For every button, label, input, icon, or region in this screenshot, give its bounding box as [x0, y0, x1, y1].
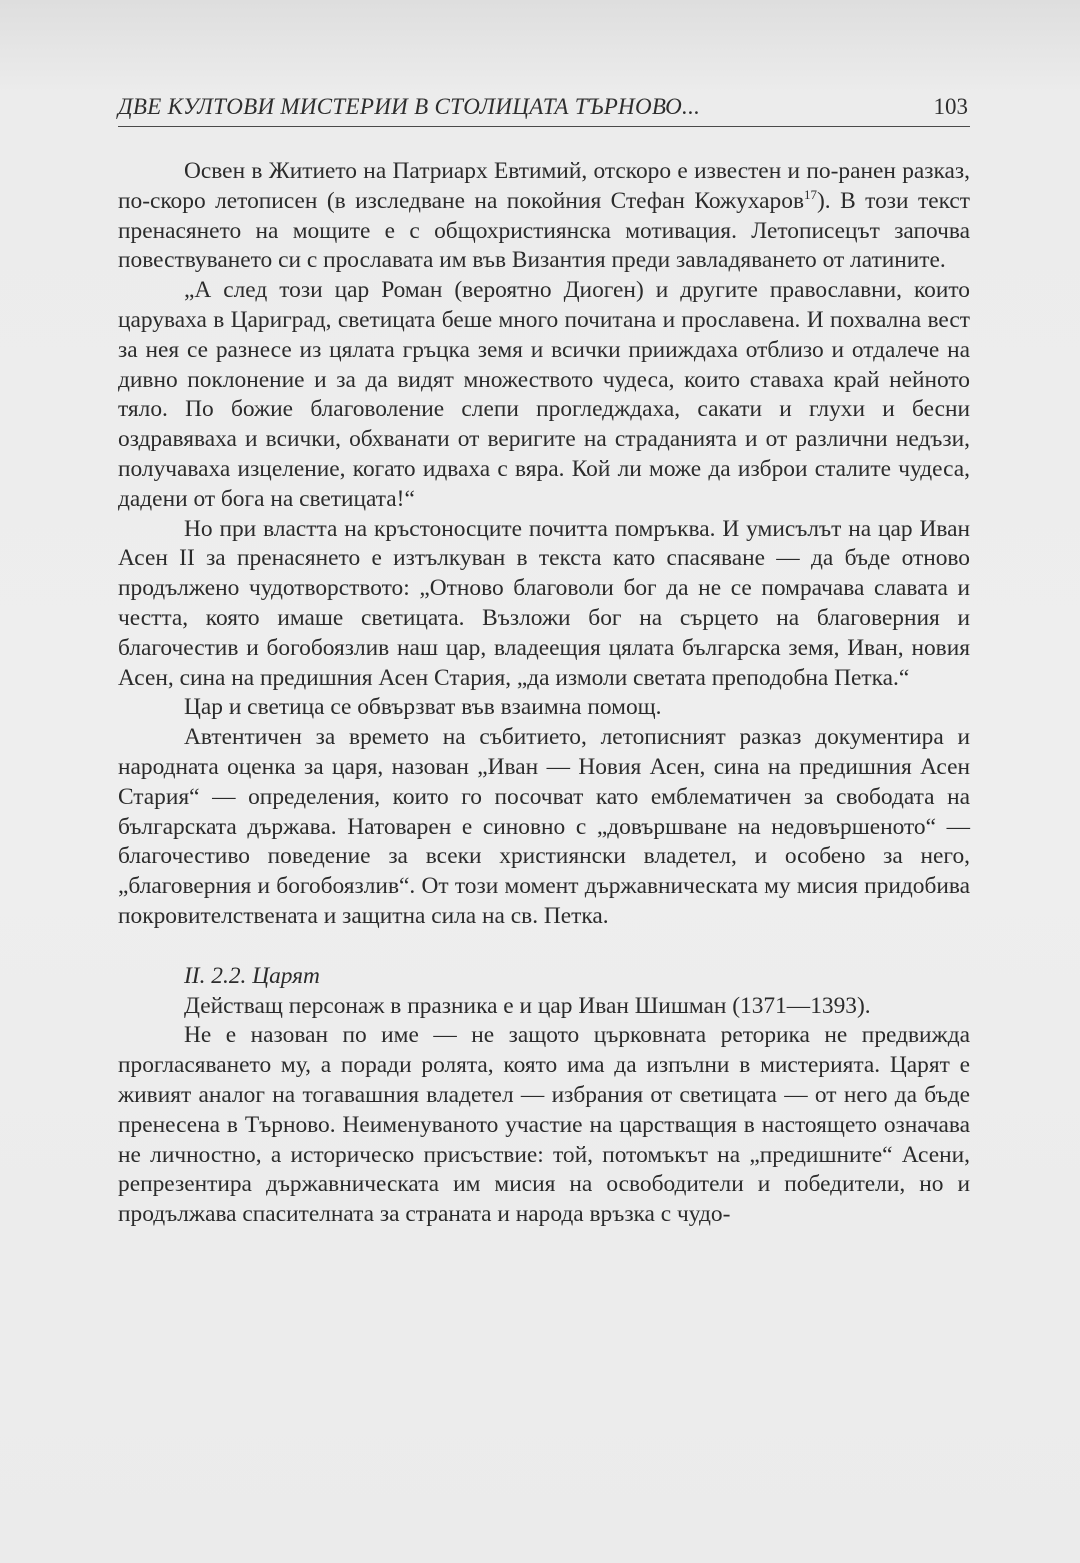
paragraph-2-quote: „А след този цар Роман (вероятно Диоген) и другите православни, които царуваха в Цариград, светицата беше много почитана и прославена. И похвална вест за нея се разнесе из цялата гръцка земя и всички прииждаха отблизо и отдалече на дивно поклонение и за да видят множеството чудеса, които ставаха край нейното тяло. По божие благоволение слепи прогледждаха, сакати и глухи и бесни оздравяваха и всички, обхванати от веригите на страданията и от различни недъзи, получаваха изцеление, когато идваха с вяра. Кой ли може да изброи сталите чудеса, дадени от бога на светицата!“	[118, 277, 970, 512]
paragraph-6: Действащ персонаж в празника е и цар Иван Шишман (1371—1393).	[184, 992, 871, 1019]
paragraph-1-text-b: ). В този текст пренасянето на мощите е с общохристиянска мотивация. Летописецът започва повествуването си с прославата им във Византия преди завладяването от латините.	[118, 187, 971, 274]
page-header	[118, 92, 970, 132]
page-body	[118, 157, 970, 1230]
page-number: 103	[933, 94, 968, 119]
section-heading: II. 2.2. Царят	[184, 962, 320, 989]
paragraph-3: Но при властта на кръстоносците почитта помръква. И умисълът на цар Иван Асен II за пренасянето е изтълкуван в текста като спасяване — да бъде отново продължено чудотворството: „Отново благоволи бог да не се помрачава славата и честта, която имаше светицата. Възложи бог на сърцето на благоверния и благочестив и богобоязлив наш цар, владеещия цялата българска земя, Иван, новия Асен, сина на предишния Асен Стария, „да измоли светата преподобна Петка.“	[118, 515, 970, 691]
paragraph-4: Цар и светица се обвързват във взаимна помощ.	[184, 694, 662, 721]
running-title: ДВЕ КУЛТОВИ МИСТЕРИИ В СТОЛИЦАТА ТЪРНОВО...	[118, 94, 701, 119]
footnote-marker[interactable]: 17	[804, 187, 817, 202]
header-rule	[118, 126, 970, 127]
paragraph-5: Автентичен за времето на събитието, летописният разказ документира и народната оценка за царя, назован „Иван — Новия Асен, сина на предишния Асен Стария“ — определения, които го посочват като емблематичен за свободата на българската държава. Натоварен е синовно с „довършване на недовършеното“ — благочестиво поведение за всеки християнски владетел, и особено за него, „благоверния и богобоязлив“. От този момент държавническата му мисия придобива покровителствената и защитна сила на св. Петка.	[118, 724, 970, 929]
paragraph-7: Не е назован по име — не защото църковната реторика не предвижда прогласяването му, а поради ролята, която има да изпълни в мистерията. Царят е живият аналог на тогавашния владетел — избрания от светицата — от него да бъде пренесена в Търново. Неименуваното участие на царстващия в настоящето означава не личностно, а историческо присъствие: той, потомъкът на „предишните“ Асени, репрезентира държавническата им мисия на освободители и победители, но и продължава спасителната за страната и народа връзка с чудо-	[118, 1022, 970, 1228]
paragraph-1-text-a: Освен в Житието на Патриарх Евтимий, отскоро е известен и по-ранен разказ, по-скоро летописен (в изследване на покойния Стефан Кожухаров	[118, 158, 970, 214]
paragraph-1	[118, 157, 970, 276]
